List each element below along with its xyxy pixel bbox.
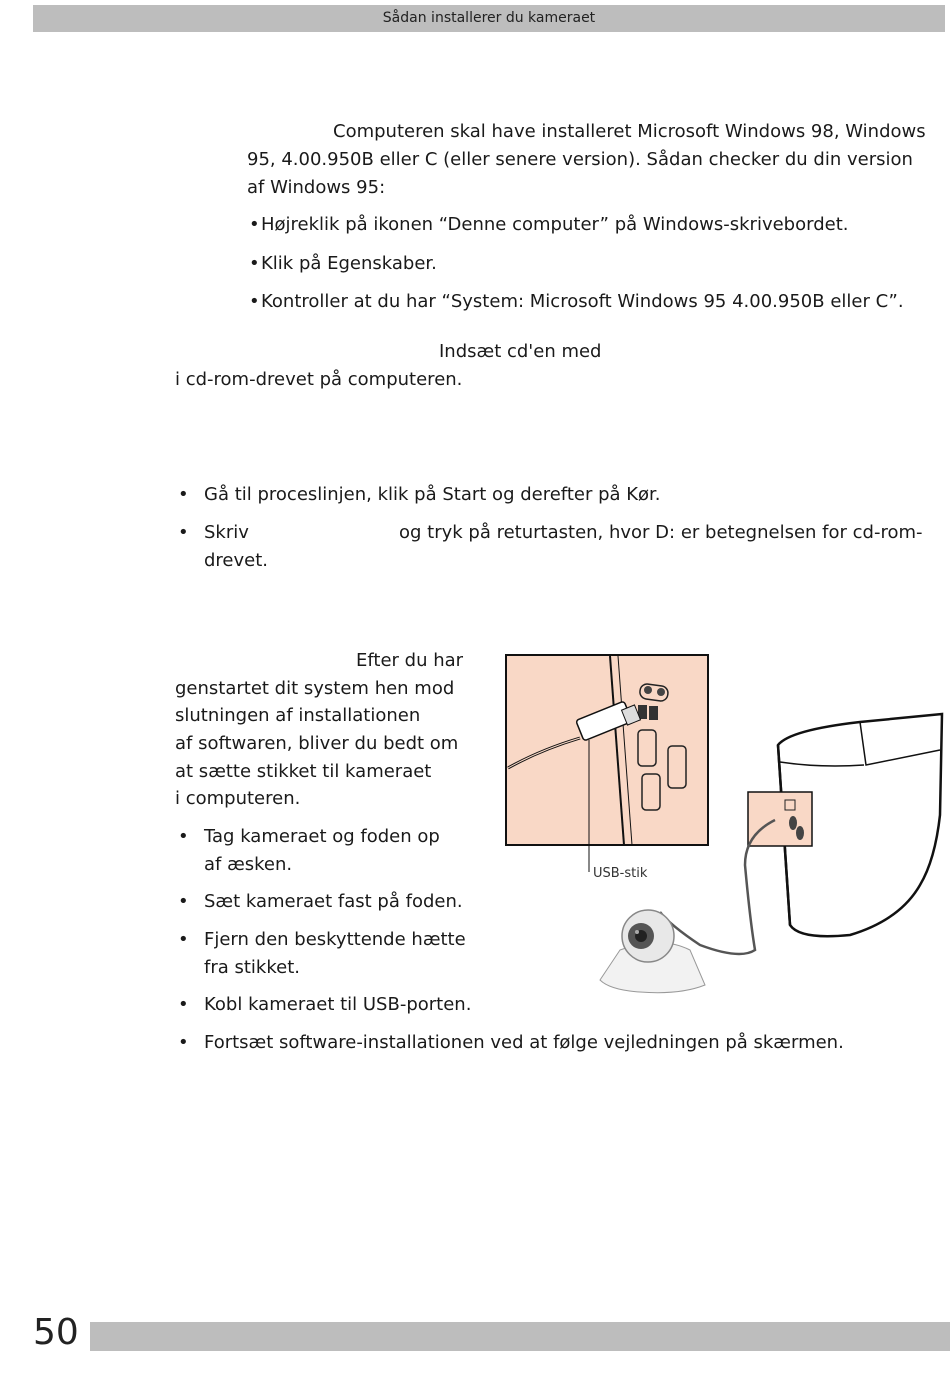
tower-port-inset (748, 792, 812, 846)
connect-line-4: af softwaren, bliver du bedt om (175, 733, 459, 754)
insert-cd-line-1: Indsæt cd'en med (439, 341, 602, 362)
running-header-title: Sådan installerer du kameraet (382, 10, 596, 26)
connect-line-2: genstartet dit system hen mod (175, 678, 455, 699)
connect-bullet-3-cont: fra stikket. (204, 957, 300, 978)
requirements-line-2: 95, 4.00.950B eller C (eller senere version). Sådan checker du din version (247, 149, 913, 170)
bullet-dot: • (249, 253, 260, 274)
requirements-line-1: Computeren skal have installeret Microsoft Windows 98, Windows (333, 121, 926, 142)
connect-bullet-1: Tag kameraet og foden op (204, 826, 440, 847)
install-step-2-rest: og tryk på returtasten, hvor D: er betegnelsen for cd-rom- (399, 522, 923, 543)
page-number: 50 (33, 1312, 79, 1353)
connect-line-1: Efter du har (356, 650, 464, 671)
footer-bar (90, 1322, 950, 1351)
bullet-dot: • (178, 994, 189, 1015)
install-step-2-start: Skriv (204, 522, 249, 543)
webcam (600, 910, 705, 993)
bullet-dot: • (178, 891, 189, 912)
bullet-dot: • (249, 214, 260, 235)
connect-line-6: i computeren. (175, 788, 301, 809)
connect-line-3: slutningen af installationen (175, 705, 421, 726)
connect-bullet-5: Fortsæt software-installationen ved at følge vejledningen på skærmen. (204, 1032, 844, 1053)
header-bar (33, 5, 945, 32)
requirements-bullet-3: Kontroller at du har “System: Microsoft Windows 95 4.00.950B eller C”. (261, 291, 904, 312)
bullet-dot: • (249, 291, 260, 312)
bullet-dot: • (178, 1032, 189, 1053)
connect-line-5: at sætte stikket til kameraet (175, 761, 432, 782)
inset-panel (506, 655, 708, 845)
bullet-dot: • (178, 522, 189, 543)
bullet-dot: • (178, 929, 189, 950)
connect-bullet-2: Sæt kameraet fast på foden. (204, 891, 463, 912)
install-step-1: Gå til proceslinjen, klik på Start og derefter på Kør. (204, 484, 661, 505)
usb-stik-label: USB-stik (593, 866, 648, 881)
bullet-dot: • (178, 484, 189, 505)
usb-connection-illustration (500, 650, 950, 1000)
connect-bullet-3: Fjern den beskyttende hætte (204, 929, 466, 950)
requirements-line-3: af Windows 95: (247, 177, 386, 198)
connect-bullet-4: Kobl kameraet til USB-porten. (204, 994, 472, 1015)
connect-bullet-1-cont: af æsken. (204, 854, 293, 875)
requirements-bullet-1: Højreklik på ikonen “Denne computer” på Windows-skrivebordet. (261, 214, 849, 235)
requirements-bullet-2: Klik på Egenskaber. (261, 253, 437, 274)
install-step-2-cont: drevet. (204, 550, 269, 571)
bullet-dot: • (178, 826, 189, 847)
insert-cd-line-2: i cd-rom-drevet på computeren. (175, 369, 463, 390)
